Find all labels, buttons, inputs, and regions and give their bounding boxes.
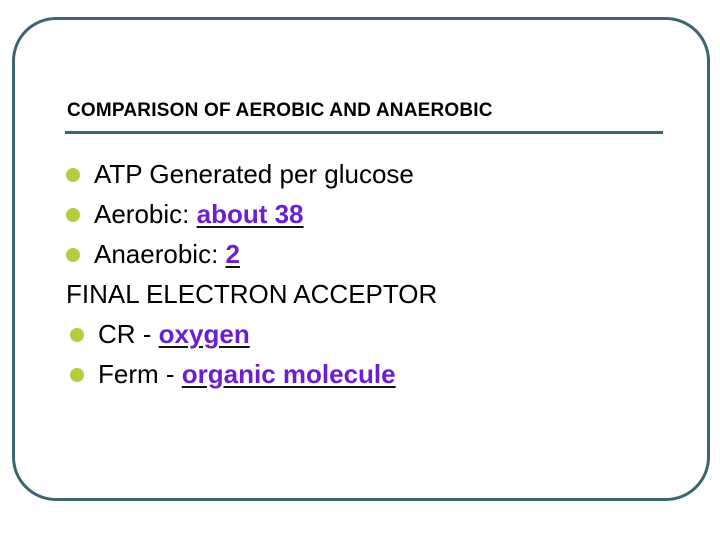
acceptor-heading: FINAL ELECTRON ACCEPTOR — [66, 279, 438, 309]
anaerobic-label: Anaerobic: — [94, 239, 226, 269]
bullet-dot-icon — [66, 168, 80, 182]
slide-body — [66, 154, 437, 394]
cr-label: CR - — [98, 319, 159, 349]
aerobic-label: Aerobic: — [94, 199, 197, 229]
list-item-cr — [66, 314, 437, 354]
list-item-aerobic — [66, 194, 437, 234]
bullet-dot-icon — [66, 248, 80, 262]
atp-heading: ATP Generated per glucose — [94, 159, 414, 189]
ferm-value: organic molecule — [181, 359, 396, 389]
aerobic-value: about 38 — [196, 199, 304, 229]
bullet-dot-icon — [70, 328, 84, 342]
bullet-dot-icon — [70, 368, 84, 382]
anaerobic-value: 2 — [225, 239, 240, 269]
list-item-ferm — [66, 354, 437, 394]
bullet-dot-icon — [66, 208, 80, 222]
title-divider — [65, 131, 663, 134]
ferm-label: Ferm - — [98, 359, 182, 389]
list-item-atp — [66, 154, 437, 194]
slide-title: COMPARISON OF AEROBIC AND ANAEROBIC — [67, 100, 493, 121]
cr-value: oxygen — [158, 319, 250, 349]
list-item-anaerobic — [66, 234, 437, 274]
